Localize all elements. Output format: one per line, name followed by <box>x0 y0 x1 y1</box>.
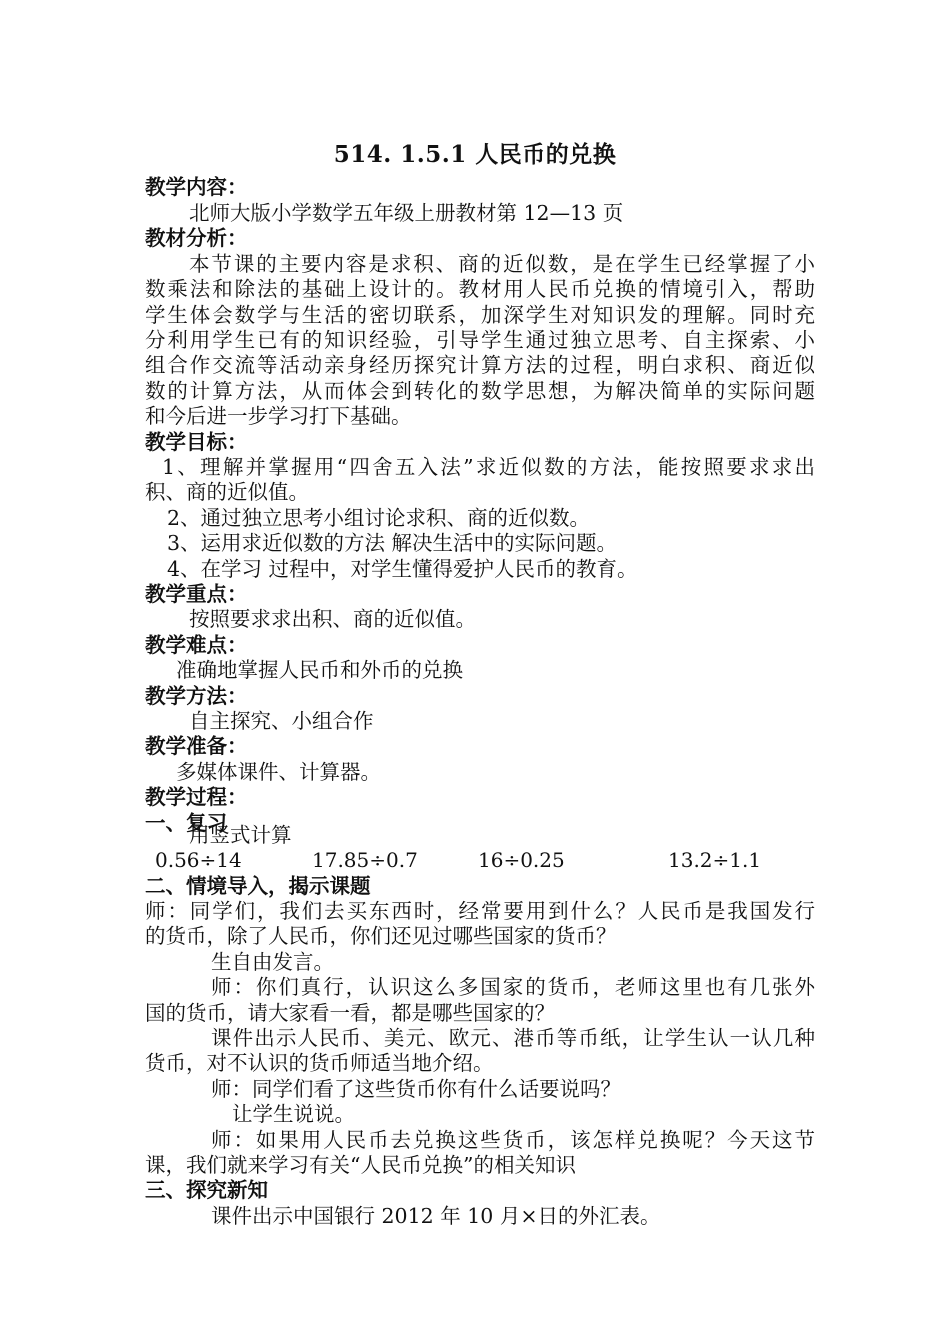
exercise-item: 0.56÷14 <box>155 848 242 872</box>
key-point-heading: 教学重点： <box>145 582 248 606</box>
method-text: 自主探究、小组合作 <box>189 709 374 733</box>
preparation-text: 多媒体课件、计算器。 <box>176 760 381 784</box>
section2-line: 师：如果用人民币去兑换这些货币，该怎样兑换呢？今天这节 <box>211 1128 815 1152</box>
section1-heading: 一、复习 <box>145 811 227 835</box>
section2-heading: 二、情境导入，揭示课题 <box>145 874 371 898</box>
analysis-line: 数乘法和除法的基础上设计的。教材用人民币兑换的情境引入，帮助 <box>145 277 815 301</box>
difficulty-text: 准确地掌握人民币和外币的兑换 <box>176 658 463 682</box>
difficulty-heading: 教学难点： <box>145 633 248 657</box>
exercise-item: 17.85÷0.7 <box>312 848 418 872</box>
section2-line: 师：同学们看了这些货币你有什么话要说吗？ <box>211 1077 621 1101</box>
analysis-heading: 教材分析： <box>145 226 248 250</box>
page-title: 514. 1.5.1 人民币的兑换 <box>333 141 617 168</box>
exercise-row <box>145 847 815 873</box>
analysis-line: 和今后进一步学习打下基础。 <box>145 404 412 428</box>
section2-line: 的货币，除了人民币，你们还见过哪些国家的货币？ <box>145 924 617 948</box>
section2-line: 师：你们真行，认识这么多国家的货币，老师这里也有几张外 <box>211 975 815 999</box>
key-point-text: 按照要求求出积、商的近似值。 <box>189 607 476 631</box>
section3-heading: 三、探究新知 <box>145 1178 268 1202</box>
goal-item: 1、理解并掌握用“四舍五入法”求近似数的方法，能按照要求求出 <box>162 455 815 479</box>
section2-line: 课件出示人民币、美元、欧元、港币等币纸，让学生认一认几种 <box>211 1026 815 1050</box>
analysis-line: 组合作交流等活动亲身经历探究计算方法的过程，明白求积、商近似 <box>145 353 815 377</box>
goal-item: 3、运用求近似数的方法 解决生活中的实际问题。 <box>167 531 618 555</box>
preparation-heading: 教学准备： <box>145 734 248 758</box>
method-heading: 教学方法： <box>145 684 248 708</box>
exercise-item: 13.2÷1.1 <box>668 848 762 872</box>
content-heading: 教学内容： <box>145 175 248 199</box>
analysis-line: 学生体会数学与生活的密切联系，加深学生对知识发的理解。同时充 <box>145 303 815 327</box>
analysis-line: 本节课的主要内容是求积、商的近似数，是在学生已经掌握了小 <box>189 252 815 276</box>
section2-line: 师：同学们，我们去买东西时，经常要用到什么？人民币是我国发行 <box>145 899 815 923</box>
section2-line: 课，我们就来学习有关“人民币兑换”的相关知识 <box>145 1153 576 1177</box>
section2-line: 让学生说说。 <box>232 1102 355 1126</box>
exercise-item: 16÷0.25 <box>478 848 565 872</box>
section2-line: 生自由发言。 <box>211 950 334 974</box>
goal-item: 4、在学习 过程中，对学生懂得爱护人民币的教育。 <box>167 557 638 581</box>
goal-item: 积、商的近似值。 <box>145 480 309 504</box>
process-heading: 教学过程： <box>145 785 248 809</box>
content-text: 北师大版小学数学五年级上册教材第 12—13 页 <box>189 201 624 225</box>
goals-heading: 教学目标： <box>145 430 248 454</box>
goal-item: 2、通过独立思考小组讨论求积、商的近似数。 <box>167 506 591 530</box>
section2-line: 货币，对不认识的货币师适当地介绍。 <box>145 1051 494 1075</box>
analysis-line: 分利用学生已有的知识经验，引导学生通过独立思考、自主探索、小 <box>145 328 815 352</box>
section2-line: 国的货币，请大家看一看，都是哪些国家的？ <box>145 1001 555 1025</box>
section3-line: 课件出示中国银行 2012 年 10 月×日的外汇表。 <box>211 1204 661 1228</box>
analysis-line: 数的计算方法，从而体会到转化的数学思想，为解决简单的实际问题 <box>145 379 815 403</box>
section1-intro: 用竖式计算 <box>189 823 292 847</box>
